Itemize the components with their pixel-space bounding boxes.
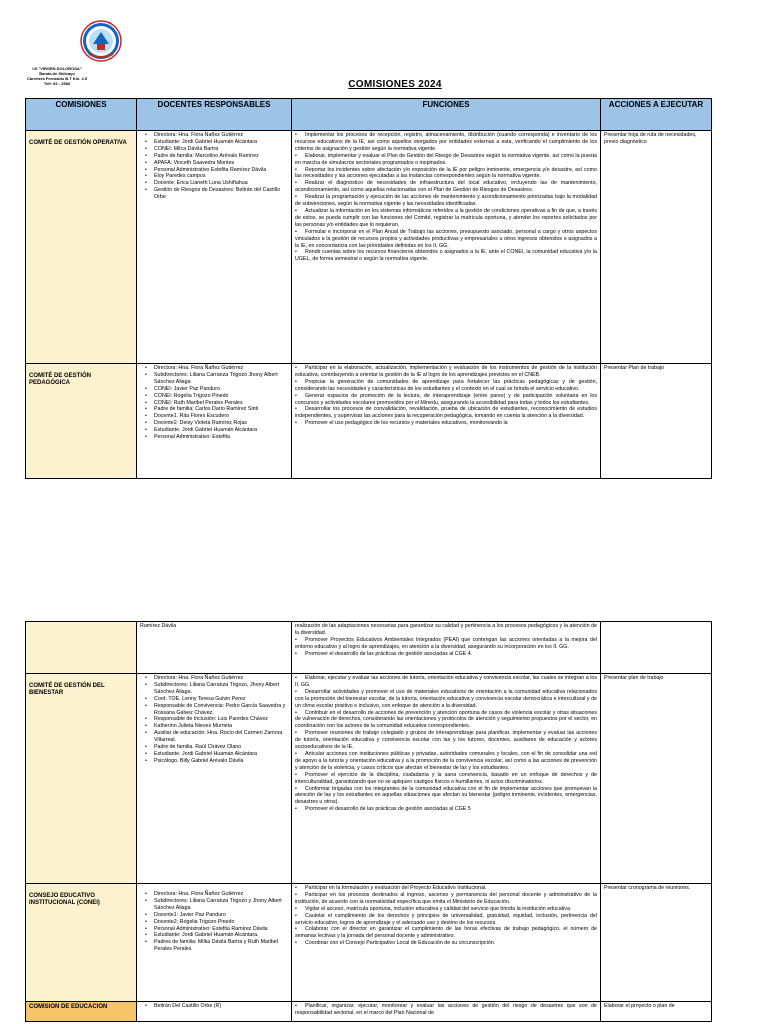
funcion-item: • Desarrollar actividades y promover el uso de materiales educativos de orientación a la comunidad educativa relacionados con la promoción del bienestar escolar, de la tutoría, orientación educativa y convivencia escolar democrática e intercultural y de un clima escolar positivo e inclusivo, con enfoque de atención a la diversidad. — [295, 689, 597, 710]
funcion-item: • Conformar brigadas con los integrantes de la comunidad educativa con el fin de implementar acciones que promuevan la atención de las y los estudiantes en aquellas situaciones que afectan su bienestar (peligro inminente, incidentes, emergencias, desastres u otros). — [295, 786, 597, 807]
acciones-cell: Presentar plan de trabajo — [601, 674, 712, 884]
header-acciones: ACCIONES A EJECUTAR — [601, 99, 712, 131]
docente-item: • Docente1. Rita Flores Escudero — [140, 413, 288, 420]
page-gap — [0, 520, 768, 600]
table-header-row — [26, 99, 712, 131]
docente-item: • Padre de familia: Marcelino Arévalo Ramírez — [140, 153, 288, 160]
docente-item: • Responsable de Convivencia: Pedro García Saavedra y Rossana Gálvez Chávez. — [140, 703, 288, 717]
funcion-item: • Elaborar, ejecutar y evaluar las acciones de tutoría, orientación educativa y convivencia escolar, las cuales se integran a los II. GG. — [295, 675, 597, 689]
docente-item: • Beltrán Del Castillo Orbe (R) — [140, 1003, 288, 1010]
docente-item: • Gestión de Riesgos de Desastres: Beltrán del Castillo Orbe — [140, 187, 288, 201]
docentes-cell — [137, 364, 292, 479]
funcion-item: • Realizar la programación y ejecución de las acciones de mantenimiento y acondicionamiento priorizadas bajo la modalidad de subvenciones, según la normativa vigente y las necesidades identificadas. — [295, 194, 597, 208]
header-docentes: DOCENTES RESPONSABLES — [137, 99, 292, 131]
funcion-item: • Promover reuniones de trabajo colegiado y grupos de interaprendizaje para planificar, implementar y evaluar las acciones de tutoría, orientación educativa y convivencia escolar con las y los tutores, docentes, auxiliares de educación y actores socioeducativos de la IE. — [295, 730, 597, 751]
docente-item: • Estudiante. Jordi Gabriel Huamán Alcántara — [140, 751, 288, 758]
docente-item: • CONEI: Ruth Maribel Perales Perales — [140, 400, 288, 407]
docente-item: • Katherinn Julieta Nieves Murrieta — [140, 723, 288, 730]
funcion-item: • Participar en la elaboración, actualización, implementación y evaluación de los instrumentos de gestión de la institución educativa, contribuyendo a orientar la gestión de la IE al logro de los aprendizajes previstos en el CNEB. — [295, 365, 597, 379]
commissions-table — [25, 98, 712, 479]
funcion-item: • Elaborar, implementar y evaluar el Plan de Gestión del Riesgo de Desastres según la normativa vigente, así como la puesta en marcha de simulacros sectoriales programados o inopinados. — [295, 153, 597, 167]
docentes-cell — [137, 1002, 292, 1022]
funciones-cell — [292, 674, 601, 884]
funcion-item: • Propiciar la generación de comunidades de aprendizaje para fortalecer las prácticas pedagógicas y de gestión, considerando las necesidades y características de los estudiantes y el contexto en el cual se brinda el servicio educativo. — [295, 379, 597, 393]
docente-item: • Eloy Paredes campos — [140, 173, 288, 180]
funcion-item: • Generar espacios de promoción de la lectura, de interaprendizaje (entre pares) y de participación voluntaria en los concursos y actividades escolares promovidos por el Minedu, asegurando la accesibilidad para todas y todos los estudiantes. — [295, 393, 597, 407]
funcion-item: • Desarrollar los procesos de convalidación, revalidación, prueba de ubicación de estudiantes, reconocimiento de estudios independientes, y supervisar las acciones para la recuperación pedagógica, tomando en cuenta la atención a la diversidad. — [295, 406, 597, 420]
funcion-item: • Implementar los procesos de recepción, registro, almacenamiento, distribución (cuando corresponda) e inventario de los recursos educativos de la IE, así como aquellos otorgados por entidades externas a esta, verificando el cumplimiento de los criterios de asignación y gestión según la normativa vigente. — [295, 132, 597, 153]
funcion-item: • Participar en la formulación y evaluación del Proyecto Educativo Institucional. — [295, 885, 597, 892]
funcion-continued: realización de las adaptaciones necesarias para garantizar su calidad y pertinencia a los procesos pedagógicos y la atención de la diversidad. — [295, 623, 597, 636]
docente-item: • Padre de familia. Raúl Chávez Olano — [140, 744, 288, 751]
docente-item: • CONEI: Rogelia Trigozo Pinedo — [140, 393, 288, 400]
comision-cell — [26, 622, 137, 674]
funcion-item: • Articular acciones con instituciones públicas y privadas, autoridades comunales y locales, con el fin de consolidar una red de apoyo a la tutoría y orientación educativa y a la promoción de la convivencia escolar, así como a las acciones de prevención y atención de la violencia, y casos críticos que afectan el bienestar de las y los estudiantes. — [295, 751, 597, 772]
docente-item: • Responsable de Inclusión: Luis Paredes Chávez — [140, 716, 288, 723]
funcion-item: • Promover el desarrollo de las prácticas de gestión asociadas al CGE 5 — [295, 806, 597, 813]
funciones-cell — [292, 884, 601, 1002]
docente-item: • Subdirectores: Liliana Carranza Trigozo y Jhony Albert Sánchez Aliaga — [140, 898, 288, 912]
funcion-item: • Realizar el diagnóstico de necesidades de infraestructura del local educativo, incluyendo las de mantenimiento, acondicionamiento, así como aquellas relacionadas con el Plan de Gestión de Riesgos de Desastres. — [295, 180, 597, 194]
funciones-cell — [292, 1002, 601, 1022]
funciones-cell — [292, 131, 601, 364]
funcion-item: • Promover el uso pedagógico de los recursos y materiales educativos, monitoreando la — [295, 420, 597, 427]
funcion-item: • Formular e incorporar en el Plan Anual de Trabajo las acciones, presupuesto asociado, personal a cargo y otros aspectos vinculados a la gestión de recursos propios y actividades productivas y empresariales u otros ingresos obtenidos o asignados a la IE, en concordancia con las prioridades definidas en los II. GG. — [295, 229, 597, 250]
docente-item: • APAFA: Vinceth Saavedra Montes — [140, 160, 288, 167]
docente-item: • Directora: Hna. Flora Nañez Gutiérrez — [140, 132, 288, 139]
acciones-cell: Presentar cronograma de reuniones. — [601, 884, 712, 1002]
funcion-item: • Promover Proyectos Educativos Ambientales Integrados (PEAI) que contengan las acciones orientadas a la mejora del entorno educativo y al logro de aprendizajes, en atención a la diversidad, asegurando su incorporación en los II. GG. — [295, 637, 597, 651]
funcion-item: • Promover el ejercicio de la disciplina, ciudadanía y la sana convivencia, basado en un enfoque de derechos y de interculturalidad, garantizando que no se apliquen castigos físicos o humillantes, ni actos discriminatorios. — [295, 772, 597, 786]
docente-item: • Directora: Hna. Flora Ñañez Gutiérrez — [140, 365, 288, 372]
funcion-item: • Rendir cuentas sobre los recursos financieros obtenidos o asignados a la IE, ante el CONEI, la comunidad educativa y/o la UGEL, de forma semestral o según la normativa vigente. — [295, 249, 597, 263]
docente-item: • Estudiante: Jordi Gabriel Huamán Alcántara. — [140, 932, 288, 939]
comision-cell — [26, 674, 137, 884]
funcion-item: • Promover el desarrollo de las prácticas de gestión asociadas al CGE 4. — [295, 651, 597, 658]
page-title: COMISIONES 2024 — [348, 79, 442, 90]
docente-item: • Docente: Erica Lianeth Luna Ushiñahua — [140, 180, 288, 187]
funcion-item: • Cautelar el cumplimiento de los derechos y principios de universalidad, gratuidad, equidad, inclusión, pertinencia del servicio educativo, logros de aprendizaje y el adecuado uso y destino de los recursos. — [295, 913, 597, 927]
comision-name: COMITÉ DE GESTIÓN PEDAGÓGICA — [29, 373, 92, 386]
funciones-cell — [292, 622, 601, 674]
table-row — [26, 1002, 712, 1022]
acciones-cell — [601, 622, 712, 674]
docente-item: • Subdirectores: Liliana Carranza Trigozo Jhony Albert Sánchez Aliaga — [140, 372, 288, 386]
docente-item: • Estudiante. Jordi Gabriel Huamán Alcántara — [140, 427, 288, 434]
table-row — [26, 131, 712, 364]
docente-item: • CONEI: Milca Dávila Bartra — [140, 146, 288, 153]
funcion-item: • Vigilar el acceso, matrícula oportuna, inclusión educativa y calidad del servicio que brinda la institución educativa. — [295, 906, 597, 913]
docente-item: • Padre de familia: Carlos Darío Ramírez Sinti — [140, 406, 288, 413]
docente-continued: Ramírez Dávila — [140, 623, 177, 629]
comision-cell — [26, 1002, 137, 1022]
docente-item: • Cord. TOE. Lenny Teresa Gulvin Perez — [140, 696, 288, 703]
funcion-item: • Colaborar con el director en garantizar el cumplimiento de las horas efectivas de trabajo pedagógico, el número de semanas lectivas y la jornada del personal docente y administrativo. — [295, 926, 597, 940]
table-row — [26, 674, 712, 884]
school-name: I.E."VIRGEN DOLOROSA" — [32, 66, 82, 71]
docentes-cell — [137, 884, 292, 1002]
school-address: Carretera Fernando B.T Km. 2.5 — [26, 76, 88, 81]
acciones-cell: Presentar hoja de ruta de necesidades, previo diagnóstico — [601, 131, 712, 364]
docentes-cell — [137, 622, 292, 674]
docente-item: • Docente2: Deisy Violeta Ramírez Rojas — [140, 420, 288, 427]
docente-item: • Estudiante: Jordi Gabriel Huamán Alcántara — [140, 139, 288, 146]
docente-item: • Personal Administrativo Estefita Ramírez Dávila — [140, 167, 288, 174]
funcion-item: • Reportar los incidentes sobre afectación y/o exposición de la IE por peligro inminente, emergencia y/o desastre, así como las necesidades y las acciones ejecutadas a las instancias correspondientes según la normativa vigente. — [295, 167, 597, 181]
funcion-item: • Coordinar con el Consejo Participativo Local de Educación de su circunscripción. — [295, 940, 597, 947]
comision-cell — [26, 364, 137, 479]
docente-item: • Docente1: Javier Paz Panduro — [140, 912, 288, 919]
comision-name: COMITÉ DE GESTIÓN OPERATIVA — [29, 140, 127, 146]
funcion-item: • Contribuir en el desarrollo de acciones de prevención y atención oportuna de casos de violencia escolar y otras situaciones de vulneración de derechos, considerando las orientaciones y protocolos de atención y seguimiento propuestos por el sector, en coordinación con los actores de la comunidad educativa correspondientes. — [295, 710, 597, 731]
acciones-cell: Elaborar el proyecto o plan de — [601, 1002, 712, 1022]
docente-item: • Personal Administrativo: Estefita — [140, 434, 288, 441]
school-location: Banda de Shilcayo — [39, 71, 75, 76]
table-row-continued — [26, 622, 712, 674]
header-funciones: FUNCIONES — [292, 99, 601, 131]
page-2 — [0, 600, 768, 1024]
docente-item: • CONEI: Javier Paz Panduro — [140, 386, 288, 393]
funcion-item: • Planificar, organizar, ejecutar, monitorear y evaluar las acciones de gestión del riesgo de desastres que son de responsabilidad sectorial, en el marco del Plan Nacional de — [295, 1003, 597, 1017]
funciones-cell — [292, 364, 601, 479]
comision-name: COMITÉ DE GESTIÓN DEL BIENESTAR — [29, 683, 105, 696]
docente-item: • Auxiliar de educación: Hna. Rocío del Carmen Zamora Villarreal. — [140, 730, 288, 744]
header-comisiones: COMISIONES — [26, 99, 137, 131]
comision-cell — [26, 131, 137, 364]
docente-item: • Subdirectores: Liliana Carranza Trigozo, Jhony Albert Sánchez Aliaga. — [140, 682, 288, 696]
table-row — [26, 364, 712, 479]
comision-cell — [26, 884, 137, 1002]
school-logo — [80, 20, 122, 62]
comision-name: CONSEJO EDUCATIVO INSTITUCIONAL (CONEI) — [29, 893, 100, 906]
funcion-item: • Actualizar la información en los sistemas informáticos referidos a la gestión de condiciones operativas a fin de que, a través de estos, se pueda cumplir con las funciones del Comité, registrar la matrícula oportuna, y atender los reportes solicitados por las personas y/o entidades que lo requieran. — [295, 208, 597, 229]
docente-item: • Psicólogo. Billy Gabriel Arévalo Dávila — [140, 758, 288, 765]
funcion-item: • Participar en los procesos destinados al ingreso, ascenso y permanencia del personal docente y administrativo de la institución, de acuerdo con la normatividad específica que emita el Ministerio de Educación. — [295, 892, 597, 906]
table-row — [26, 884, 712, 1002]
commissions-table-continued — [25, 621, 712, 1022]
docente-item: • Personal Administrativo: Estefita Ramírez Dávila — [140, 926, 288, 933]
docente-item: • Padres de familia: Milka Dávila Bartra y Ruth Maribel Perales Perales — [140, 939, 288, 953]
acciones-cell: Presentar Plan de trabajo — [601, 364, 712, 479]
docente-item: • Directora: Hna. Flora Ñañez Gutiérrez — [140, 675, 288, 682]
docentes-cell — [137, 131, 292, 364]
docentes-cell — [137, 674, 292, 884]
docente-item: • Docente2: Rogelia Trigozo Pinedo — [140, 919, 288, 926]
comision-name: COMISION DE EDUCACION — [29, 1004, 108, 1010]
school-phone: Telf: 52 - 2586 — [43, 81, 71, 86]
docente-item: • Directora: Hna. Flora Ñañez Gutiérrez — [140, 891, 288, 898]
